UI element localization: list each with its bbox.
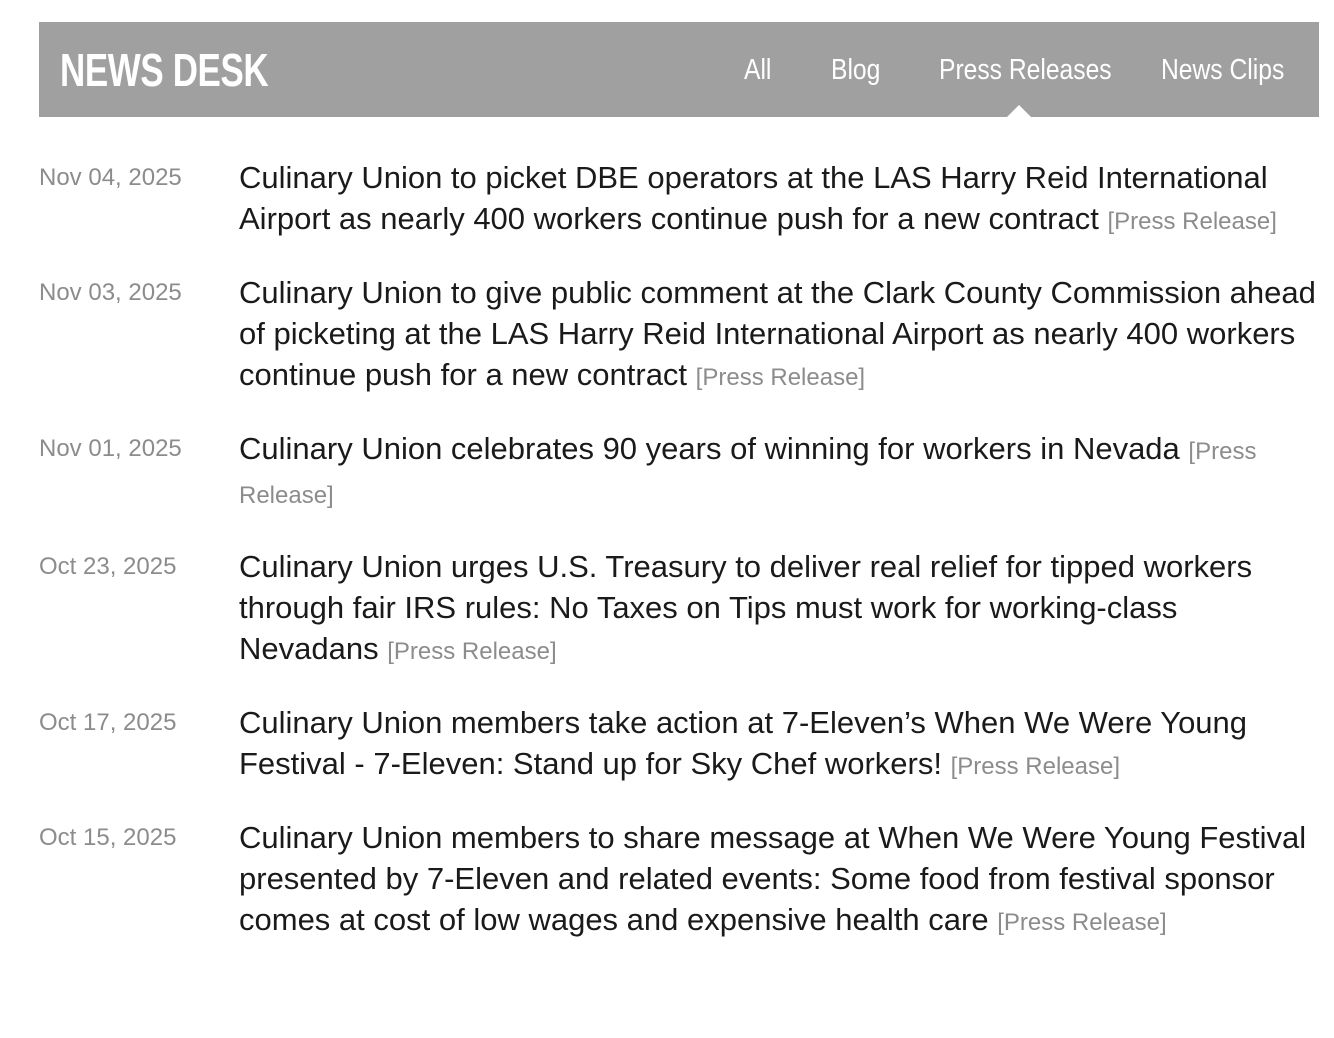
article-type-link[interactable]: [Press Release]: [387, 638, 557, 665]
article-title-link[interactable]: Culinary Union to picket DBE operators at the LAS Harry Reid International Airport as nearly 400 workers continue push for a new contract: [239, 160, 1268, 236]
article-body: [239, 817, 1324, 943]
article-title-link[interactable]: Culinary Union members to share message at When We Were Young Festival presented by 7-Eleven and related events: Some food from festival sponsor comes at cost of low wages and expensive health care: [239, 820, 1307, 937]
article-title-link[interactable]: Culinary Union urges U.S. Treasury to deliver real relief for tipped workers through fair IRS rules: No Taxes on Tips must work for working-class Nevadans: [239, 549, 1253, 666]
tab-blog[interactable]: Blog: [831, 54, 881, 86]
article-body: [239, 702, 1324, 787]
article-date: Oct 23, 2025: [39, 553, 177, 580]
article-type-link[interactable]: [Press Release]: [239, 438, 1257, 509]
article-body: [239, 157, 1324, 242]
tab-all[interactable]: All: [744, 54, 772, 86]
article-date: Nov 04, 2025: [39, 164, 182, 191]
article-title-link[interactable]: Culinary Union members take action at 7-Eleven’s When We Were Young Festival - 7-Eleven: Stand up for Sky Chef workers!: [239, 705, 1248, 781]
article-body: [239, 546, 1324, 672]
article-body: [239, 428, 1324, 516]
article-date: Oct 17, 2025: [39, 709, 177, 736]
news-desk-header: [39, 22, 1319, 117]
article-body: [239, 272, 1324, 398]
article-date: Nov 01, 2025: [39, 435, 182, 462]
article-type-link[interactable]: [Press Release]: [1107, 208, 1277, 235]
tab-press-releases[interactable]: Press Releases: [939, 54, 1112, 86]
active-tab-indicator: [1007, 105, 1031, 117]
article-date: Oct 15, 2025: [39, 824, 177, 851]
list-item: [39, 157, 1324, 242]
article-date: Nov 03, 2025: [39, 279, 182, 306]
list-item: [39, 702, 1324, 787]
article-list: [39, 157, 1324, 943]
list-item: [39, 428, 1324, 516]
list-item: [39, 817, 1324, 943]
list-item: [39, 272, 1324, 398]
article-title-link[interactable]: Culinary Union celebrates 90 years of winning for workers in Nevada: [239, 431, 1180, 466]
page-title: NEWS DESK: [60, 44, 269, 96]
article-title-link[interactable]: Culinary Union to give public comment at the Clark County Commission ahead of picketing at the LAS Harry Reid International Airport as nearly 400 workers continue push for a new contract: [239, 275, 1316, 392]
tab-news-clips[interactable]: News Clips: [1161, 54, 1285, 86]
article-type-link[interactable]: [Press Release]: [950, 753, 1120, 780]
article-type-link[interactable]: [Press Release]: [997, 909, 1167, 936]
list-item: [39, 546, 1324, 672]
article-type-link[interactable]: [Press Release]: [695, 364, 866, 391]
